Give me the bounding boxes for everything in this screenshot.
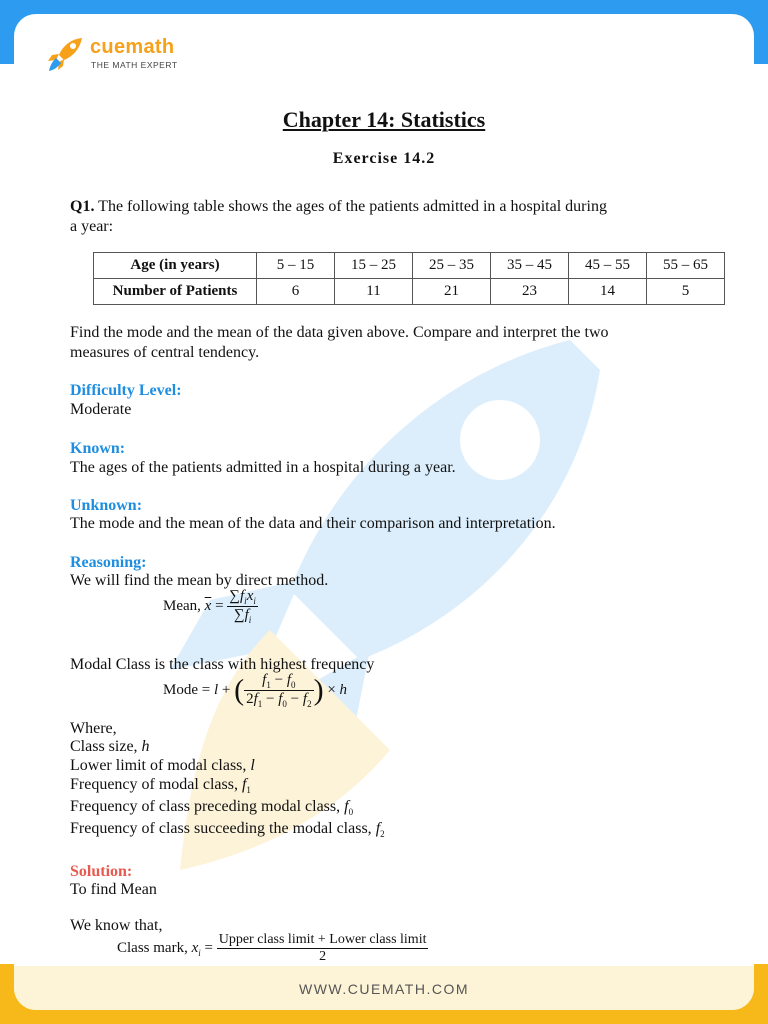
class-mark-label: Class mark,: [117, 939, 188, 956]
reasoning-heading: Reasoning:: [70, 554, 147, 571]
table-cell: 5 – 15: [257, 253, 335, 279]
mode-label: Mode: [163, 681, 198, 698]
logo-tagline: THE MATH EXPERT: [91, 60, 178, 70]
lower-limit-line: Lower limit of modal class, l: [70, 757, 255, 774]
unknown-text: The mode and the mean of the data and their comparison and interpretation.: [70, 515, 556, 532]
task-text: [70, 323, 710, 363]
table-cell: 25 – 35: [413, 253, 491, 279]
class-mark-fraction: [217, 932, 429, 965]
question-line-1: The following table shows the ages of the patients admitted in a hospital during: [94, 198, 607, 215]
age-table: [93, 252, 725, 305]
table-cell: 11: [335, 279, 413, 305]
table-cell: 55 – 65: [647, 253, 725, 279]
mode-expression: = l + ( $\frac{f_1 - f_0}{2f_1 - f_0 - f_2}$ ) × h: [201, 672, 348, 709]
table-cell: 15 – 25: [335, 253, 413, 279]
task-line-1: Find the mode and the mean of the data given above. Compare and interpret the two: [70, 324, 609, 341]
modal-class-text: Modal Class is the class with highest frequency: [70, 656, 375, 673]
table-cell: 23: [491, 279, 569, 305]
table-cell: 45 – 55: [569, 253, 647, 279]
logo-wordmark: cuemath: [90, 36, 175, 58]
class-mark-denominator: 2: [319, 949, 327, 964]
freq-preceding-line: Frequency of class preceding modal class, $f_0$: [70, 798, 354, 818]
table-cell: 21: [413, 279, 491, 305]
class-mark-numerator: Upper class limit + Lower class limit: [218, 932, 427, 947]
difficulty-value: Moderate: [70, 401, 132, 418]
to-find-mean: To find Mean: [70, 881, 157, 898]
table-row: [94, 279, 725, 305]
class-size-line: Class size, h: [70, 738, 150, 755]
unknown-heading: Unknown:: [70, 497, 143, 514]
mean-formula: [163, 588, 258, 625]
question-label: Q1.: [70, 198, 95, 215]
table-cell: 35 – 45: [491, 253, 569, 279]
mean-fraction: $\frac{\sum f_ix_i}{\sum f_i}$: [229, 588, 256, 625]
chapter-title: Chapter 14: Statistics: [282, 107, 486, 132]
difficulty-heading: Difficulty Level:: [70, 382, 182, 399]
mode-fraction: $\frac{f_1 - f_0}{2f_1 - f_0 - f_2}$: [246, 672, 312, 709]
freq-modal-line: Frequency of modal class, $f_1$: [70, 776, 251, 796]
class-mark-formula: Class mark, $x_i$ = $\frac{\text{Upper class limit + Lower class limit}}{2}$: [117, 932, 427, 964]
table-row-header: Age (in years): [94, 253, 257, 279]
table-row: [94, 253, 725, 279]
mean-expression: $\overline{x}$ = $\frac{\sum f_ix_i}{\sum f_i}$: [204, 588, 256, 625]
table-cell: 14: [569, 279, 647, 305]
where-label: Where,: [70, 720, 117, 737]
table-cell: 5: [647, 279, 725, 305]
question-line-2: a year:: [70, 218, 114, 235]
exercise-heading: Exercise 14.2: [332, 150, 436, 167]
mean-label: Mean,: [163, 597, 201, 614]
table-row-header: Number of Patients: [94, 279, 257, 305]
solution-heading: Solution:: [70, 863, 133, 880]
footer-url: WWW.CUEMATH.COM: [299, 981, 469, 997]
known-text: The ages of the patients admitted in a hospital during a year.: [70, 459, 456, 476]
freq-succeeding-line: Frequency of class succeeding the modal class, $f_2$: [70, 820, 385, 840]
task-line-2: measures of central tendency.: [70, 344, 260, 361]
question-text: [70, 197, 690, 237]
reasoning-text: We will find the mean by direct method.: [70, 572, 329, 589]
mode-formula: [163, 672, 347, 709]
we-know-that: We know that,: [70, 917, 163, 934]
known-heading: Known:: [70, 440, 126, 457]
table-cell: 6: [257, 279, 335, 305]
